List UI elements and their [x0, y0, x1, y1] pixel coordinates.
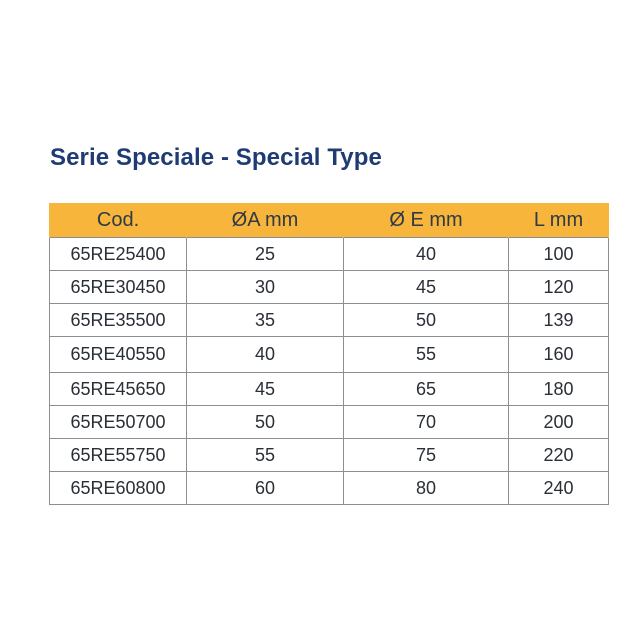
header-diameter-e: Ø E mm	[344, 203, 509, 238]
cell-diameter-e: 50	[344, 304, 509, 337]
cell-code: 65RE50700	[50, 406, 187, 439]
table-row	[50, 406, 609, 439]
cell-diameter-a: 35	[187, 304, 344, 337]
table-body	[50, 238, 609, 505]
cell-diameter-a: 40	[187, 337, 344, 373]
table-row	[50, 238, 609, 271]
cell-diameter-e: 80	[344, 472, 509, 505]
cell-diameter-e: 45	[344, 271, 509, 304]
cell-length: 220	[509, 439, 609, 472]
table-row	[50, 271, 609, 304]
cell-diameter-a: 60	[187, 472, 344, 505]
cell-diameter-a: 45	[187, 373, 344, 406]
cell-code: 65RE30450	[50, 271, 187, 304]
cell-diameter-e: 40	[344, 238, 509, 271]
cell-diameter-e: 55	[344, 337, 509, 373]
cell-diameter-e: 65	[344, 373, 509, 406]
cell-length: 200	[509, 406, 609, 439]
table-row	[50, 337, 609, 373]
header-code: Cod.	[50, 203, 187, 238]
cell-diameter-e: 70	[344, 406, 509, 439]
table-row	[50, 373, 609, 406]
cell-code: 65RE55750	[50, 439, 187, 472]
cell-length: 160	[509, 337, 609, 373]
page-title: Serie Speciale - Special Type	[50, 144, 382, 171]
cell-diameter-e: 75	[344, 439, 509, 472]
product-spec-table	[49, 203, 609, 505]
cell-length: 240	[509, 472, 609, 505]
cell-code: 65RE35500	[50, 304, 187, 337]
table-row	[50, 472, 609, 505]
cell-length: 120	[509, 271, 609, 304]
cell-code: 65RE45650	[50, 373, 187, 406]
cell-code: 65RE60800	[50, 472, 187, 505]
cell-diameter-a: 55	[187, 439, 344, 472]
cell-diameter-a: 25	[187, 238, 344, 271]
cell-diameter-a: 50	[187, 406, 344, 439]
table-header	[50, 203, 609, 238]
cell-length: 139	[509, 304, 609, 337]
table-row	[50, 439, 609, 472]
cell-code: 65RE40550	[50, 337, 187, 373]
cell-length: 180	[509, 373, 609, 406]
cell-code: 65RE25400	[50, 238, 187, 271]
table-row	[50, 304, 609, 337]
header-length: L mm	[509, 203, 609, 238]
header-diameter-a: ØA mm	[187, 203, 344, 238]
cell-length: 100	[509, 238, 609, 271]
cell-diameter-a: 30	[187, 271, 344, 304]
header-row	[50, 203, 609, 238]
